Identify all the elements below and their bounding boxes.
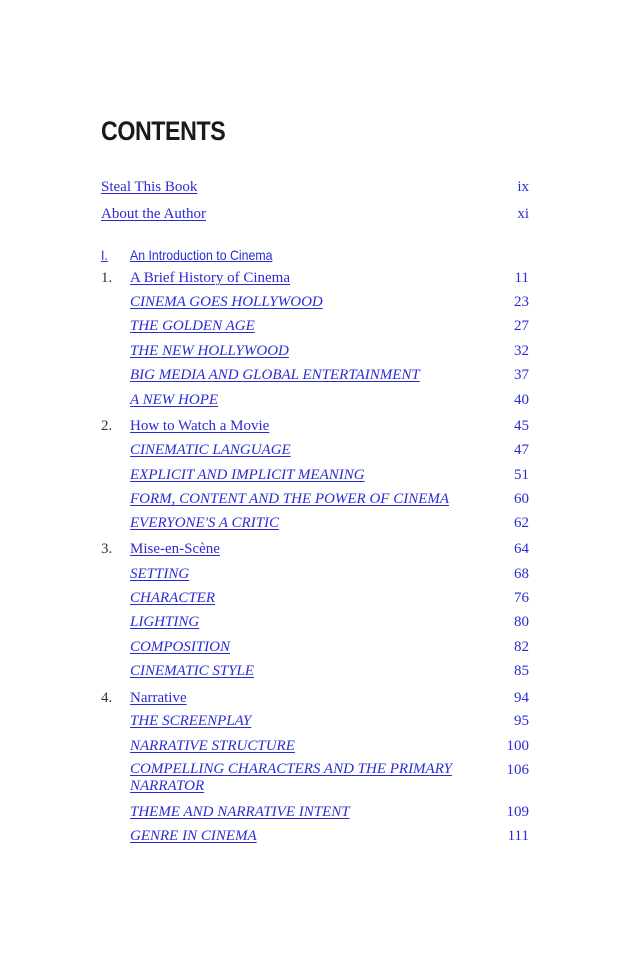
toc-section xyxy=(0,317,630,337)
toc-section xyxy=(0,803,630,823)
toc-section xyxy=(0,366,630,386)
toc-section xyxy=(0,490,630,510)
toc-page-number[interactable]: 68 xyxy=(514,566,529,582)
toc-link-about-the-author[interactable]: About the Author xyxy=(101,206,206,222)
chapter-number: 2. xyxy=(101,418,113,434)
section-link[interactable]: EXPLICIT AND IMPLICIT MEANING xyxy=(130,467,365,483)
toc-section xyxy=(0,638,630,658)
chapter-link[interactable]: A Brief History of Cinema xyxy=(130,270,290,286)
toc-page-number[interactable]: 11 xyxy=(514,270,529,286)
section-link[interactable]: BIG MEDIA AND GLOBAL ENTERTAINMENT xyxy=(130,367,420,383)
toc-section xyxy=(0,613,630,633)
toc-page-number[interactable]: 45 xyxy=(514,418,529,434)
toc-page-number[interactable]: 62 xyxy=(514,515,529,531)
section-link[interactable]: THEME AND NARRATIVE INTENT xyxy=(130,804,350,820)
toc-entry xyxy=(0,178,630,198)
toc-section xyxy=(0,589,630,609)
toc-section xyxy=(0,662,630,682)
toc-section xyxy=(0,293,630,313)
toc-page-number[interactable]: 23 xyxy=(514,294,529,310)
toc-part xyxy=(0,246,630,266)
toc-entry xyxy=(0,205,630,225)
chapter-link[interactable]: Narrative xyxy=(130,690,187,706)
section-link[interactable]: CHARACTER xyxy=(130,590,215,606)
toc-page-number[interactable]: 100 xyxy=(506,738,529,754)
toc-page-number[interactable]: 80 xyxy=(514,614,529,630)
part-title-link[interactable]: An Introduction to Cinema xyxy=(130,247,273,263)
toc-page-number[interactable]: 111 xyxy=(507,828,529,844)
toc-page-number[interactable]: 95 xyxy=(514,713,529,729)
section-link[interactable]: GENRE IN CINEMA xyxy=(130,828,257,844)
toc-chapter xyxy=(0,417,630,437)
toc-section xyxy=(0,737,630,757)
toc-section xyxy=(0,342,630,362)
toc-section xyxy=(0,761,630,799)
chapter-number: 3. xyxy=(101,541,113,557)
section-link[interactable]: FORM, CONTENT AND THE POWER OF CINEMA xyxy=(130,491,450,507)
toc-page-number[interactable]: 60 xyxy=(514,491,529,507)
toc-page-number[interactable]: 40 xyxy=(514,392,529,408)
section-link[interactable]: NARRATIVE STRUCTURE xyxy=(130,738,295,754)
toc-page-number[interactable]: xi xyxy=(517,206,529,222)
chapter-link[interactable]: Mise-en-Scène xyxy=(130,541,220,557)
toc-page-number[interactable]: 51 xyxy=(514,467,529,483)
toc-page-number[interactable]: ix xyxy=(517,179,529,195)
toc-section xyxy=(0,441,630,461)
section-link[interactable]: THE NEW HOLLYWOOD xyxy=(130,343,289,359)
toc-page-number[interactable]: 94 xyxy=(514,690,529,706)
toc-link-steal-this-book[interactable]: Steal This Book xyxy=(101,179,198,195)
toc-page-number[interactable]: 85 xyxy=(514,663,529,679)
toc-section xyxy=(0,466,630,486)
toc-page-number[interactable]: 47 xyxy=(514,442,529,458)
section-link[interactable]: CINEMATIC STYLE xyxy=(130,663,255,679)
toc-page-number[interactable]: 76 xyxy=(514,590,529,606)
section-link[interactable]: CINEMA GOES HOLLYWOOD xyxy=(130,294,323,310)
toc-chapter xyxy=(0,689,630,709)
section-link[interactable]: EVERYONE'S A CRITIC xyxy=(130,515,280,531)
section-link[interactable]: THE SCREENPLAY xyxy=(130,713,252,729)
toc-section xyxy=(0,514,630,534)
toc-chapter xyxy=(0,540,630,560)
toc-page-number[interactable]: 82 xyxy=(514,639,529,655)
toc-page-number[interactable]: 37 xyxy=(514,367,529,383)
section-link[interactable]: THE GOLDEN AGE xyxy=(130,318,255,334)
toc-page-number[interactable]: 64 xyxy=(514,541,529,557)
section-link[interactable]: CINEMATIC LANGUAGE xyxy=(130,442,291,458)
toc-section xyxy=(0,565,630,585)
section-link[interactable]: A NEW HOPE xyxy=(130,392,219,408)
toc-section xyxy=(0,391,630,411)
section-link[interactable]: SETTING xyxy=(130,566,190,582)
toc-page-number[interactable]: 27 xyxy=(514,318,529,334)
page-title: CONTENTS xyxy=(101,116,226,146)
section-link[interactable]: LIGHTING xyxy=(130,614,200,630)
section-link[interactable]: COMPELLING CHARACTERS AND THE PRIMARY NARRATOR xyxy=(130,761,452,794)
chapter-number: 4. xyxy=(101,690,113,706)
toc-page-number[interactable]: 106 xyxy=(506,762,529,778)
toc-page-number[interactable]: 109 xyxy=(506,804,529,820)
toc-section xyxy=(0,827,630,847)
part-number[interactable]: I. xyxy=(101,247,108,263)
toc-chapter xyxy=(0,269,630,289)
chapter-link[interactable]: How to Watch a Movie xyxy=(130,418,270,434)
toc-page-number[interactable]: 32 xyxy=(514,343,529,359)
toc-section xyxy=(0,712,630,732)
section-link[interactable]: COMPOSITION xyxy=(130,639,230,655)
chapter-number: 1. xyxy=(101,270,113,286)
